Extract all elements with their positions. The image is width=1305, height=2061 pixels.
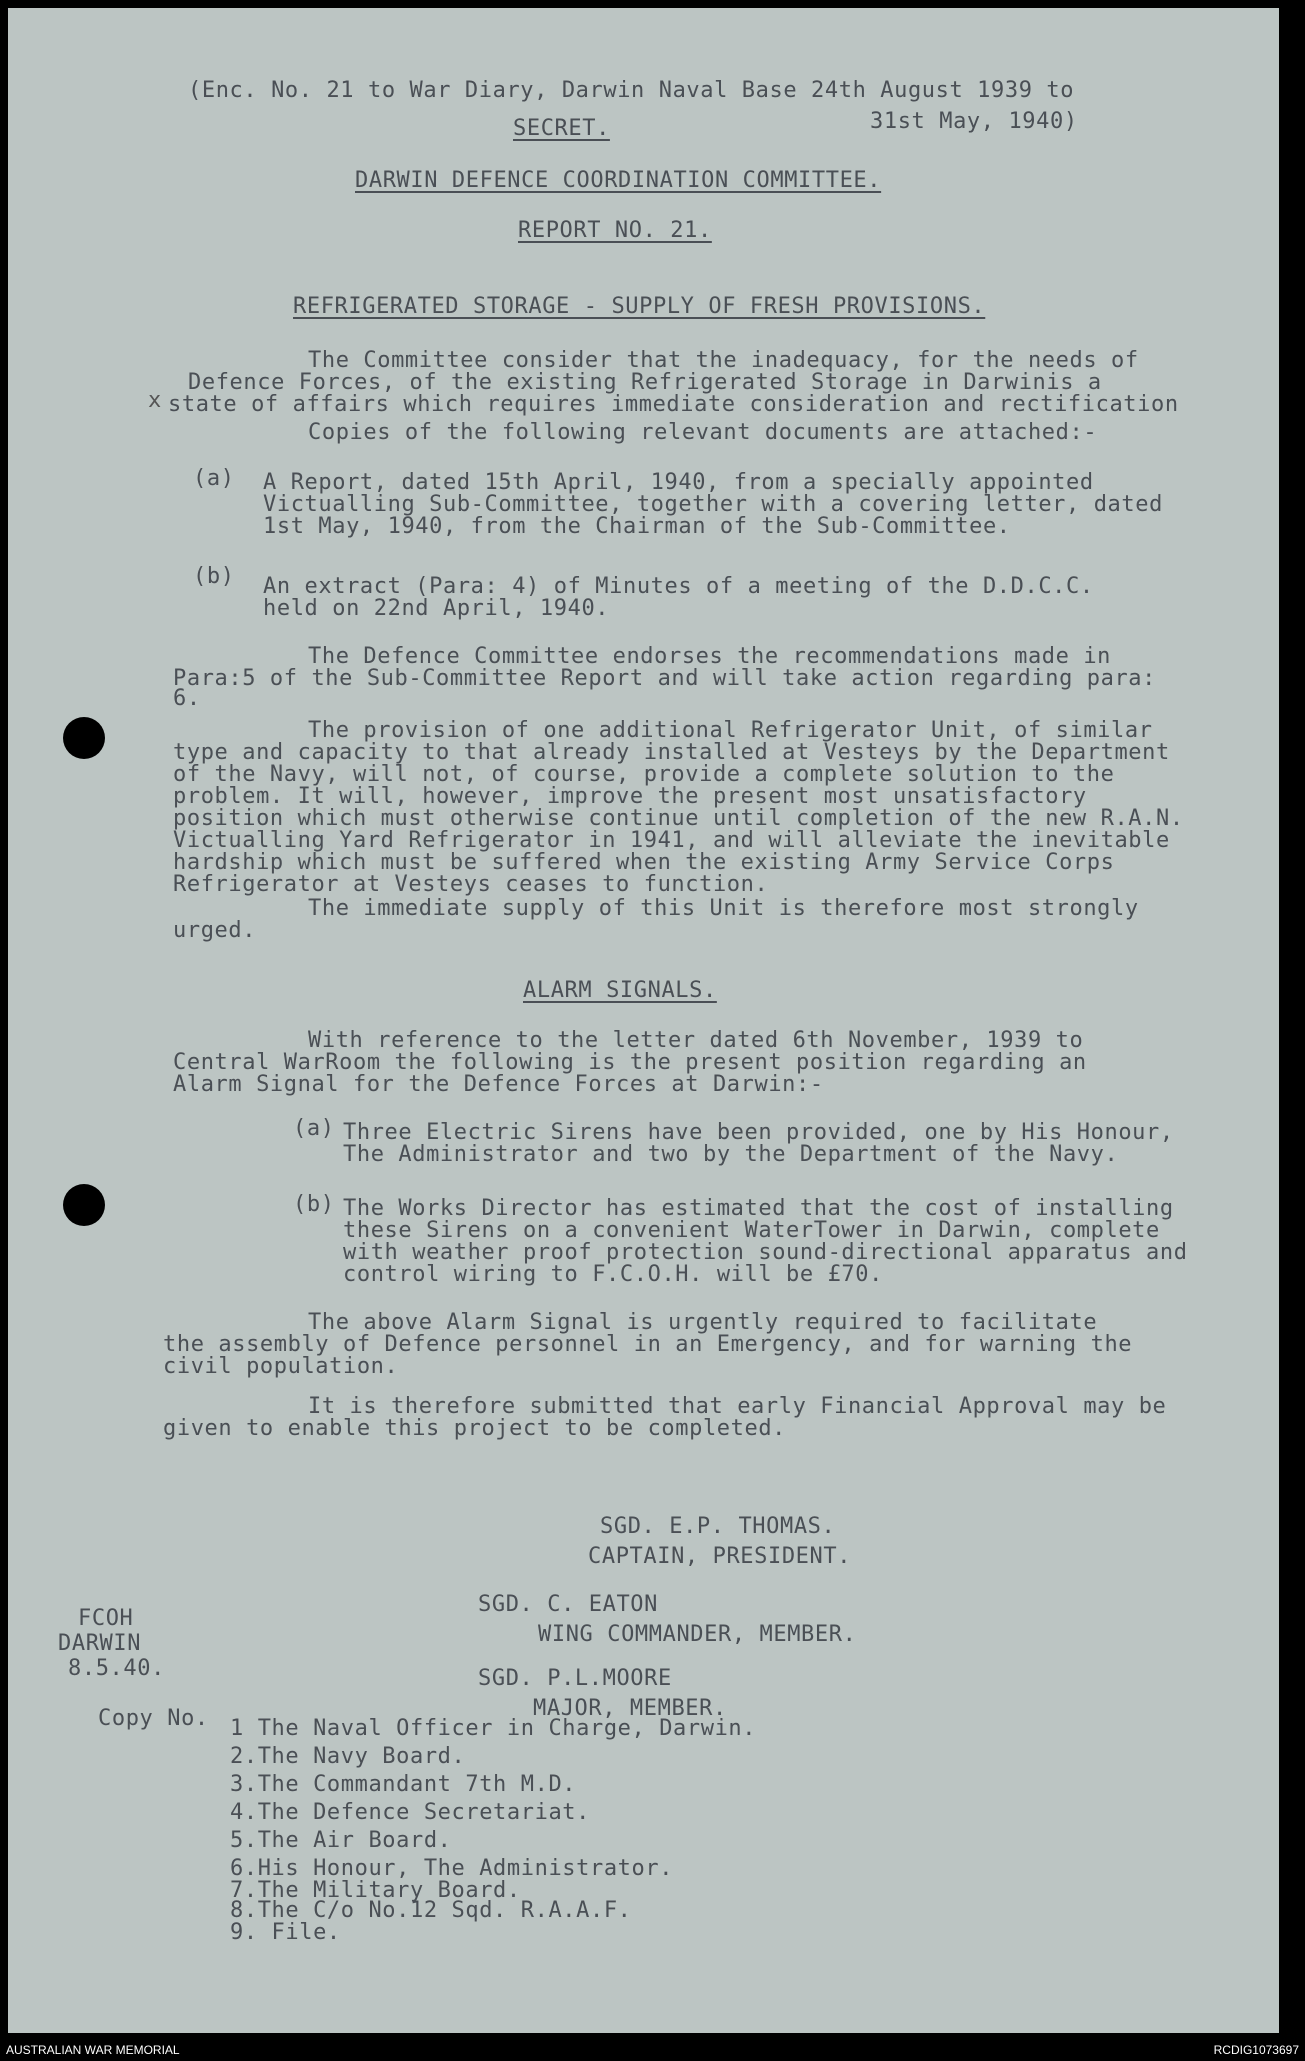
paragraph-line: type and capacity to that already installed at Vesteys by the Department — [173, 740, 1170, 765]
distribution-item: 2.The Navy Board. — [230, 1744, 466, 1769]
list-label: (a) — [193, 466, 235, 491]
distribution-item: 7.The Military Board. — [230, 1878, 521, 1903]
list-item-line: A Report, dated 15th April, 1940, from a specially appointed — [263, 470, 1094, 495]
origin-line: DARWIN — [58, 1631, 142, 1656]
paragraph-line: The above Alarm Signal is urgently required to facilitate — [308, 1310, 1098, 1335]
paragraph-line: Defence Forces, of the existing Refrigerated Storage in Darwinis a — [188, 370, 1102, 395]
list-item-line: 1st May, 1940, from the Chairman of the Sub-Committee. — [263, 514, 1011, 539]
section-heading-alarm-signals: ALARM SIGNALS. — [523, 978, 717, 1003]
list-label: (b) — [193, 564, 235, 589]
classification: SECRET. — [513, 116, 610, 141]
origin-line: FCOH — [78, 1606, 134, 1631]
margin-mark: x — [148, 388, 162, 413]
paragraph-line: With reference to the letter dated 6th November, 1939 to — [308, 1028, 1084, 1053]
list-item-line: control wiring to F.C.O.H. will be £70. — [343, 1262, 883, 1287]
paragraph-line: given to enable this project to be completed. — [163, 1416, 787, 1441]
paragraph-line: The provision of one additional Refrigerator Unit, of similar — [308, 718, 1153, 743]
list-item-line: Three Electric Sirens have been provided, one by His Honour, — [343, 1120, 1174, 1145]
paragraph-line: state of affairs which requires immediate consideration and rectification — [168, 392, 1179, 417]
paragraph-line: the assembly of Defence personnel in an Emergency, and for warning the — [163, 1332, 1133, 1357]
paragraph-line: civil population. — [163, 1354, 399, 1379]
paragraph-line: Central WarRoom the following is the present position regarding an — [173, 1050, 1087, 1075]
signature-name: SGD. E.P. THOMAS. — [600, 1514, 836, 1539]
paragraph-line: of the Navy, will not, of course, provide a complete solution to the — [173, 762, 1115, 787]
list-item-line: The Works Director has estimated that the cost of installing — [343, 1196, 1174, 1221]
list-item-line: held on 22nd April, 1940. — [263, 596, 610, 621]
committee-title: DARWIN DEFENCE COORDINATION COMMITTEE. — [355, 168, 882, 193]
list-item-line: these Sirens on a convenient WaterTower in Darwin, complete — [343, 1218, 1160, 1243]
document-page — [8, 8, 1279, 2033]
punch-hole — [63, 717, 105, 759]
distribution-item: 4.The Defence Secretariat. — [230, 1800, 590, 1825]
signature-name: SGD. P.L.MOORE — [478, 1666, 672, 1691]
paragraph-line: 6. — [173, 686, 201, 711]
enclosure-line: (Enc. No. 21 to War Diary, Darwin Naval Base 24th August 1939 to — [188, 78, 1075, 103]
paragraph-line: Refrigerator at Vesteys ceases to function. — [173, 872, 769, 897]
list-label: (b) — [293, 1192, 335, 1217]
origin-date: 8.5.40. — [68, 1656, 165, 1681]
distribution-item: 5.The Air Board. — [230, 1828, 452, 1853]
signature-title: WING COMMANDER, MEMBER. — [538, 1622, 857, 1647]
paragraph-line: The immediate supply of this Unit is therefore most strongly — [308, 896, 1139, 921]
list-label: (a) — [293, 1116, 335, 1141]
paragraph-line: hardship which must be suffered when the existing Army Service Corps — [173, 850, 1115, 875]
paragraph-line: position which must otherwise continue until completion of the new R.A.N. — [173, 806, 1184, 831]
paragraph-line: urged. — [173, 918, 257, 943]
list-item-line: Victualling Sub-Committee, together with a covering letter, dated — [263, 492, 1163, 517]
list-item-line: The Administrator and two by the Department of the Navy. — [343, 1142, 1119, 1167]
paragraph-line: The Committee consider that the inadequacy, for the needs of — [308, 348, 1139, 373]
distribution-item: 9. File. — [230, 1920, 341, 1945]
punch-hole — [63, 1184, 105, 1226]
report-number: REPORT NO. 21. — [518, 218, 712, 243]
paragraph-line: The Defence Committee endorses the recommendations made in — [308, 644, 1112, 669]
list-item-line: with weather proof protection sound-directional apparatus and — [343, 1240, 1188, 1265]
distribution-item: 3.The Commandant 7th M.D. — [230, 1772, 577, 1797]
distribution-item: 6.His Honour, The Administrator. — [230, 1856, 674, 1881]
paragraph-line: Victualling Yard Refrigerator in 1941, and will alleviate the inevitable — [173, 828, 1170, 853]
list-item-line: An extract (Para: 4) of Minutes of a meeting of the D.D.C.C. — [263, 574, 1094, 599]
distribution-item: 8.The C/o No.12 Sqd. R.A.A.F. — [230, 1898, 632, 1923]
paragraph-line: Alarm Signal for the Defence Forces at Darwin:- — [173, 1072, 824, 1097]
paragraph-line: problem. It will, however, improve the present most unsatisfactory — [173, 784, 1087, 809]
paragraph-line: Copies of the following relevant documents are attached:- — [308, 420, 1098, 445]
signature-title: CAPTAIN, PRESIDENT. — [588, 1544, 852, 1569]
enclosure-line-2: 31st May, 1940) — [870, 109, 1078, 134]
footer-archive: AUSTRALIAN WAR MEMORIAL — [6, 2043, 180, 2057]
signature-name: SGD. C. EATON — [478, 1592, 658, 1617]
paragraph-line: It is therefore submitted that early Financial Approval may be — [308, 1394, 1167, 1419]
section-heading-refrigerated-storage: REFRIGERATED STORAGE - SUPPLY OF FRESH PROVISIONS. — [293, 294, 986, 319]
footer-record-id: RCDIG1073697 — [1213, 2043, 1299, 2057]
paragraph-line: Para:5 of the Sub-Committee Report and will take action regarding para: — [173, 666, 1157, 691]
signature-title: MAJOR, MEMBER. — [533, 1696, 727, 1721]
distribution-item: 1 The Naval Officer in Charge, Darwin. — [230, 1716, 757, 1741]
distribution-prefix: Copy No. — [98, 1706, 209, 1731]
